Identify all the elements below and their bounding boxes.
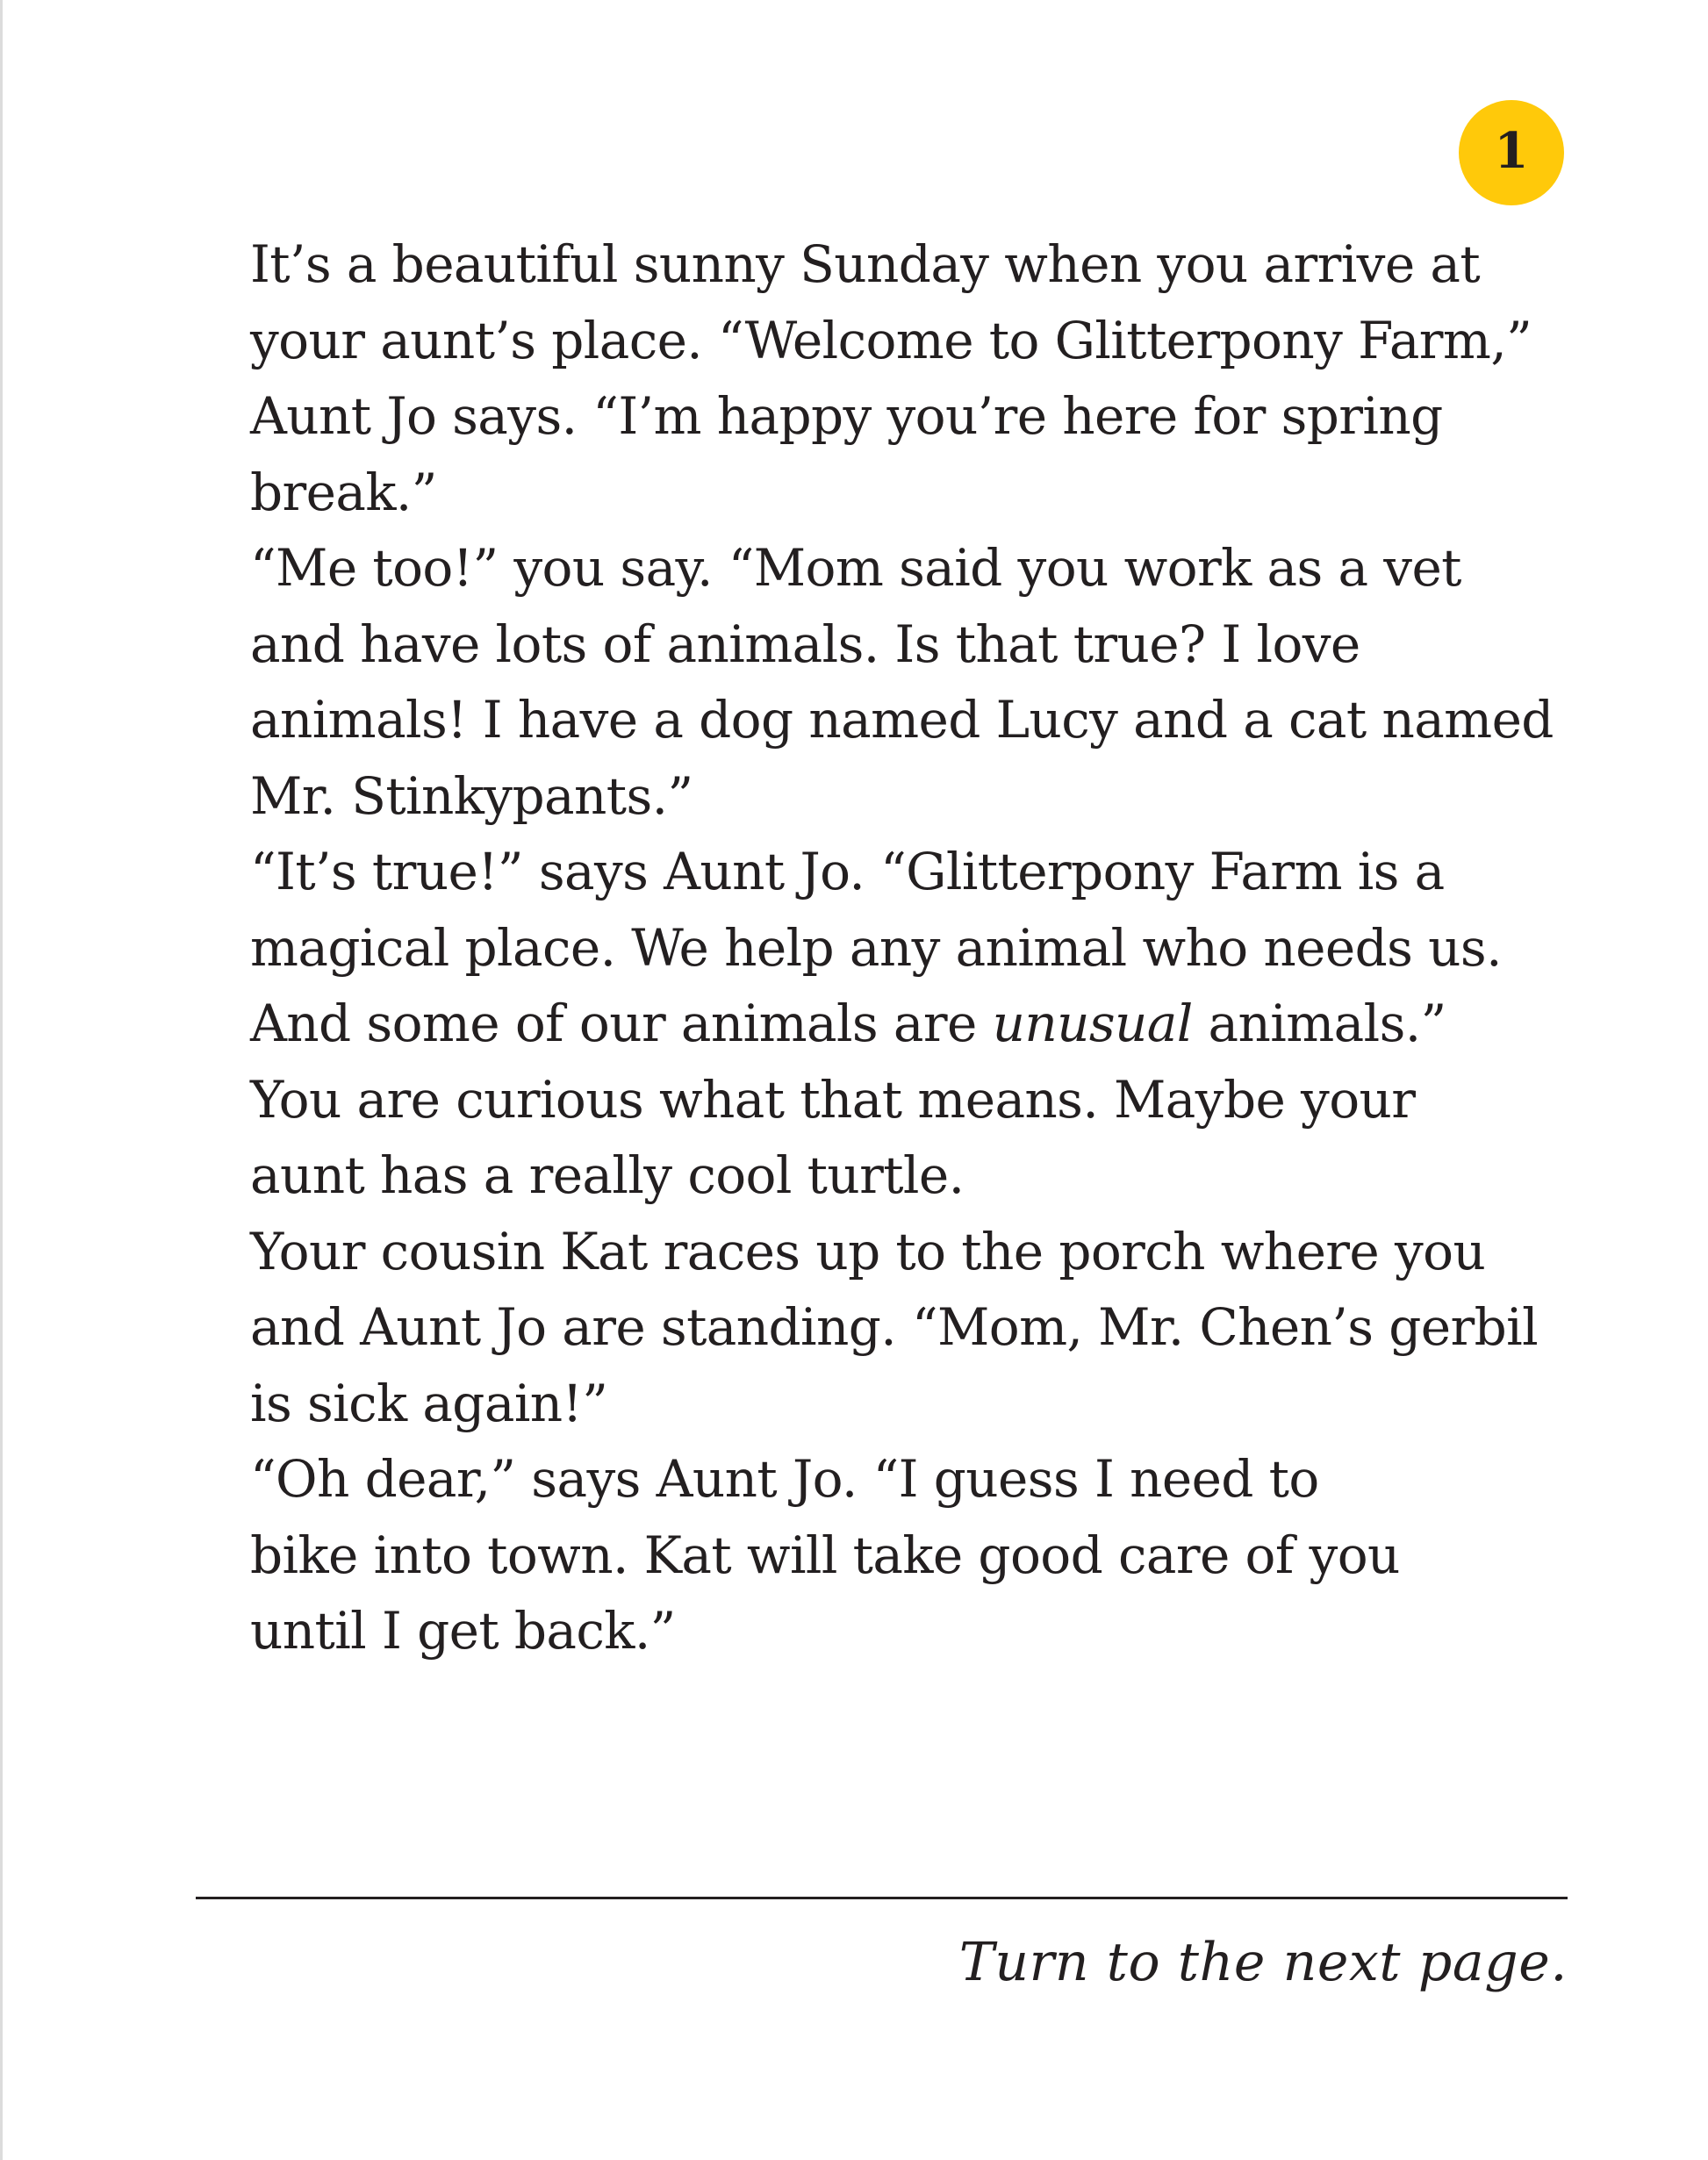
paragraph bbox=[196, 1214, 1579, 1442]
text-line: It’s a beautiful sunny Sunday when you arrive at bbox=[250, 234, 1481, 294]
paragraph bbox=[196, 226, 1579, 530]
text-line: “It’s true!” says Aunt Jo. “Glitterpony Farm is a bbox=[250, 842, 1445, 901]
paragraph bbox=[196, 834, 1579, 1062]
text-line: until I get back.” bbox=[250, 1601, 676, 1661]
text-line: Mr. Stinkypants.” bbox=[250, 765, 693, 826]
text-line: “Me too!” you say. “Mom said you work as a vet bbox=[250, 538, 1461, 598]
text-line bbox=[196, 986, 1579, 1062]
footer-divider bbox=[196, 1897, 1568, 1899]
text-line: aunt has a really cool turtle. bbox=[250, 1145, 965, 1205]
text-line: and Aunt Jo are standing. “Mom, Mr. Chen’s gerbil bbox=[250, 1297, 1539, 1357]
text-line: “Oh dear,” says Aunt Jo. “I guess I need to bbox=[250, 1449, 1319, 1509]
text-line: your aunt’s place. “Welcome to Glitterpony Farm,” bbox=[250, 310, 1532, 370]
text-line: Your cousin Kat races up to the porch where you bbox=[250, 1221, 1486, 1281]
paragraph bbox=[196, 1062, 1579, 1214]
paragraph bbox=[196, 1441, 1579, 1669]
text-segment: animals.” bbox=[1192, 994, 1446, 1053]
page-number-badge bbox=[1459, 100, 1564, 205]
text-line: magical place. We help any animal who needs us. bbox=[250, 917, 1502, 978]
story-text bbox=[196, 226, 1579, 1669]
text-line: Aunt Jo says. “I’m happy you’re here for spring bbox=[250, 386, 1443, 446]
text-line: animals! I have a dog named Lucy and a cat named bbox=[250, 690, 1554, 750]
page-edge bbox=[0, 0, 3, 2160]
text-line: is sick again!” bbox=[250, 1373, 608, 1433]
text-line: and have lots of animals. Is that true? I love bbox=[250, 614, 1360, 674]
text-line: break.” bbox=[250, 462, 437, 522]
text-line: bike into town. Kat will take good care of you bbox=[250, 1525, 1400, 1585]
text-line: You are curious what that means. Maybe your bbox=[250, 1069, 1416, 1130]
paragraph bbox=[196, 530, 1579, 834]
page-number: 1 bbox=[1494, 122, 1529, 180]
turn-page-cue: Turn to the next page. bbox=[958, 1932, 1568, 1993]
emphasized-word: unusual bbox=[992, 994, 1193, 1053]
text-segment: And some of our animals are bbox=[250, 994, 993, 1053]
